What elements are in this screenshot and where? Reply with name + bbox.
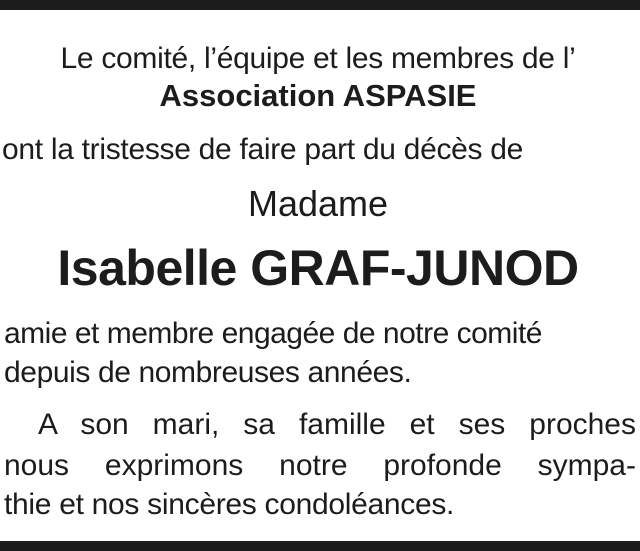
top-border-rule (0, 0, 640, 10)
condolence-line-1: A son mari, sa famille et ses proches (38, 408, 636, 441)
announcement-text: ont la tristesse de faire part du décès de (2, 133, 524, 166)
description-line-1: amie et membre engagée de notre comité (4, 317, 542, 350)
intro-text: Le comité, l’équipe et les membres de l’ (60, 42, 576, 75)
organization-name: Association ASPASIE (159, 78, 477, 113)
condolence-line-3: thie et nos sincères condoléances. (4, 488, 455, 521)
honorific-title: Madame (247, 183, 389, 224)
condolence-line-2: nous exprimons notre profonde sympa- (4, 449, 636, 482)
deceased-name: Isabelle GRAF-JUNOD (57, 240, 579, 296)
description-line-2: depuis de nombreuses années. (4, 356, 412, 389)
bottom-border-rule (0, 541, 640, 551)
